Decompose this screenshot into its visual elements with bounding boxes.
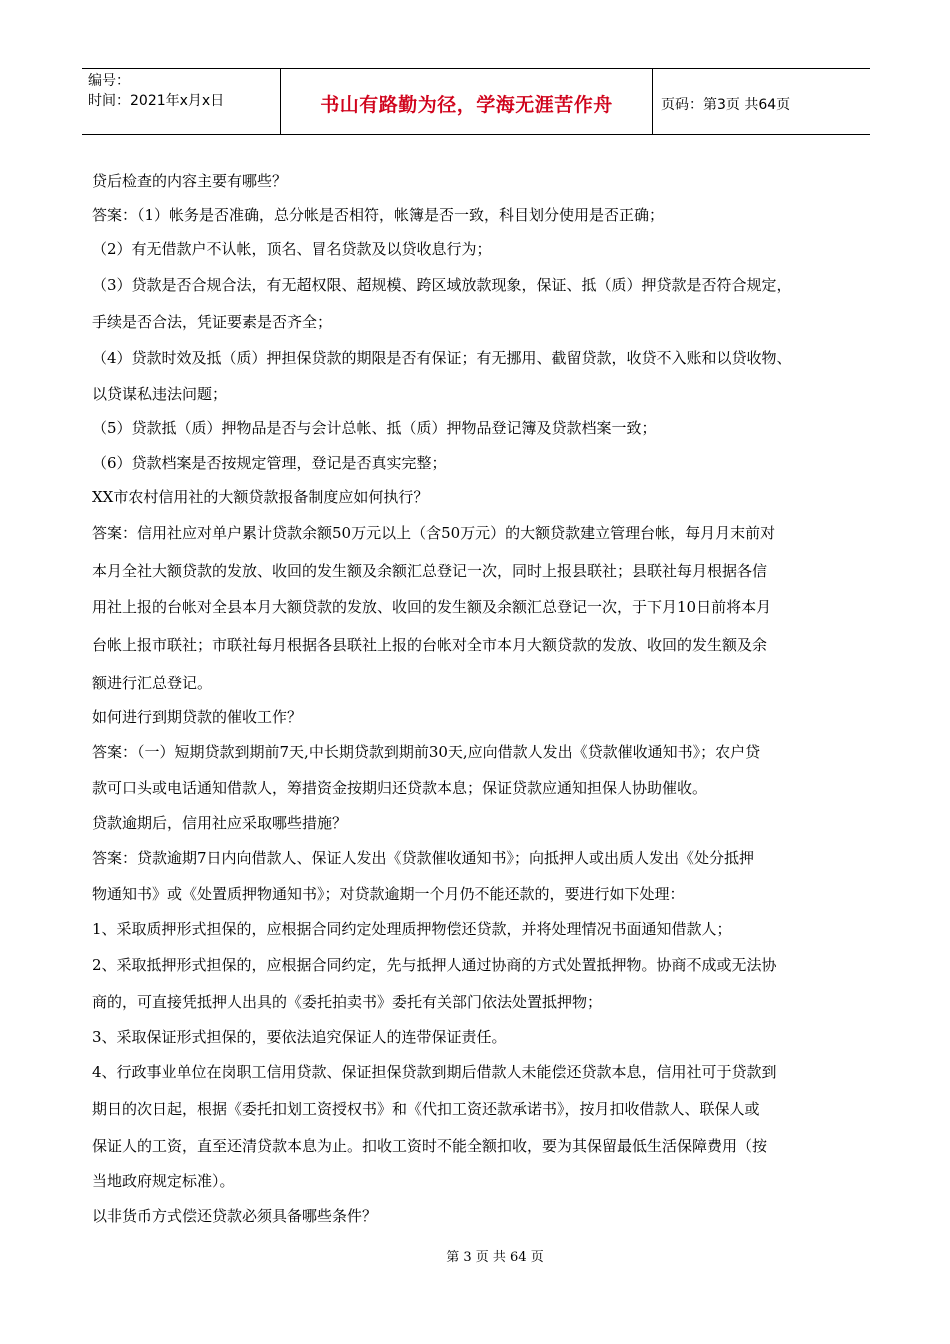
body-line: 以非货币方式偿还贷款必须具备哪些条件？ bbox=[92, 1207, 378, 1225]
body-line: 如何进行到期贷款的催收工作？ bbox=[92, 708, 303, 726]
body-line: 3、采取保证形式担保的，要依法追究保证人的连带保证责任。 bbox=[92, 1028, 507, 1046]
body-line: 额进行汇总登记。 bbox=[92, 674, 213, 692]
body-line: （3）贷款是否合规合法，有无超权限、超规模、跨区域放款现象，保证、抵（质）押贷款是否符合规定， bbox=[92, 276, 792, 294]
body-line: 贷款逾期后，信用社应采取哪些措施？ bbox=[92, 814, 348, 832]
body-line: 答案：（1）帐务是否准确，总分帐是否相符，帐簿是否一致，科目划分使用是否正确； bbox=[92, 206, 665, 224]
body-line: 1、采取质押形式担保的，应根据合同约定处理质押物偿还贷款，并将处理情况书面通知借款人； bbox=[92, 920, 732, 938]
page-header bbox=[82, 68, 870, 135]
body-line: 物通知书》或《处置质押物通知书》；对贷款逾期一个月仍不能还款的，要进行如下处理： bbox=[92, 885, 685, 903]
body-line: 答案：信用社应对单户累计贷款余额50万元以上（含50万元）的大额贷款建立管理台帐，每月月末前对 bbox=[92, 524, 776, 542]
body-line: 答案：（一）短期贷款到期前7天,中长期贷款到期前30天,应向借款人发出《贷款催收通知书》；农户贷 bbox=[92, 743, 761, 761]
page-footer bbox=[0, 1246, 950, 1265]
header-meta bbox=[82, 69, 281, 134]
body-line: 本月全社大额贷款的发放、收回的发生额及余额汇总登记一次，同时上报县联社；县联社每月根据各信 bbox=[92, 562, 768, 580]
body-line: （2）有无借款户不认帐，顶名、冒名贷款及以贷收息行为； bbox=[92, 240, 492, 258]
body-line: 贷后检查的内容主要有哪些？ bbox=[92, 172, 288, 190]
body-line: 保证人的工资，直至还清贷款本息为止。扣收工资时不能全额扣收，要为其保留最低生活保障费用（按 bbox=[92, 1137, 768, 1155]
body-line: 答案：贷款逾期7日内向借款人、保证人发出《贷款催收通知书》；向抵押人或出质人发出《处分抵押 bbox=[92, 849, 755, 867]
body-line: 手续是否合法，凭证要素是否齐全； bbox=[92, 313, 333, 331]
body-line: 台帐上报市联社；市联社每月根据各县联社上报的台帐对全市本月大额贷款的发放、收回的发生额及余 bbox=[92, 636, 768, 654]
header-motto-cell bbox=[281, 69, 653, 134]
footer-page-number: 第 3 页 共 64 页 bbox=[446, 1250, 544, 1265]
time-label: 时间：2021年x月x日 bbox=[88, 93, 225, 109]
body-line: XX市农村信用社的大额贷款报备制度应如何执行？ bbox=[92, 488, 429, 506]
body-line: 款可口头或电话通知借款人，筹措资金按期归还贷款本息；保证贷款应通知担保人协助催收。 bbox=[92, 779, 708, 797]
body-line: 当地政府规定标准）。 bbox=[92, 1172, 235, 1190]
body-line: 4、行政事业单位在岗职工信用贷款、保证担保贷款到期后借款人未能偿还贷款本息，信用社可于贷款到 bbox=[92, 1063, 777, 1081]
body-line: 期日的次日起，根据《委托扣划工资授权书》和《代扣工资还款承诺书》，按月扣收借款人、联保人或 bbox=[92, 1100, 760, 1118]
body-line: 用社上报的台帐对全县本月大额贷款的发放、收回的发生额及余额汇总登记一次，于下月10日前将本月 bbox=[92, 598, 772, 616]
header-page-info bbox=[653, 69, 870, 134]
body-line: 2、采取抵押形式担保的，应根据合同约定，先与抵押人通过协商的方式处置抵押物。协商不成或无法协 bbox=[92, 956, 777, 974]
body-line: （6）贷款档案是否按规定管理，登记是否真实完整； bbox=[92, 454, 447, 472]
body-line: （4）贷款时效及抵（质）押担保贷款的期限是否有保证；有无挪用、截留贷款，收贷不入账和以贷收物、 bbox=[92, 349, 792, 367]
page-info-text: 页码：第3页 共64页 bbox=[661, 96, 791, 113]
body-line: 以贷谋私违法问题； bbox=[92, 385, 228, 403]
motto-text: 书山有路勤为径，学海无涯苦作舟 bbox=[320, 94, 613, 116]
body-line: （5）贷款抵（质）押物品是否与会计总帐、抵（质）押物品登记簿及贷款档案一致； bbox=[92, 419, 657, 437]
body-line: 商的，可直接凭抵押人出具的《委托拍卖书》委托有关部门依法处置抵押物； bbox=[92, 993, 603, 1011]
number-label: 编号： bbox=[88, 73, 130, 89]
